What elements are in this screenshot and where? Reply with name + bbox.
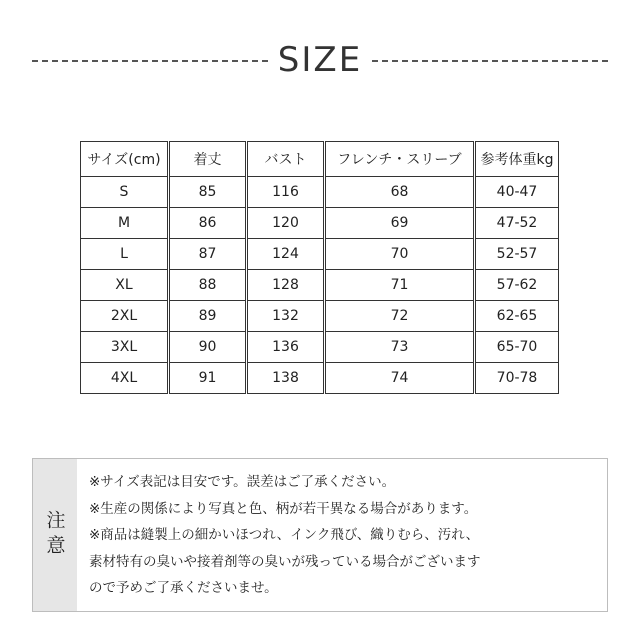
table-row [81, 363, 559, 394]
table-cell: 62-65 [475, 301, 559, 332]
table-cell: 116 [247, 177, 325, 208]
note-line: ※生産の関係により写真と色、柄が若干異なる場合があります。 [89, 500, 478, 517]
table-cell: 71 [325, 270, 475, 301]
column-header: バスト [247, 142, 325, 177]
table-header-row [81, 142, 559, 177]
table-cell: 86 [169, 208, 247, 239]
table-cell: 47-52 [475, 208, 559, 239]
table-cell: 85 [169, 177, 247, 208]
table-cell: 91 [169, 363, 247, 394]
notes-label: 注意 [43, 510, 66, 560]
table-cell: 72 [325, 301, 475, 332]
table-cell: 4XL [81, 363, 169, 394]
column-header: 参考体重kg [475, 142, 559, 177]
table-cell: L [81, 239, 169, 270]
table-cell: 89 [169, 301, 247, 332]
column-header: 着丈 [169, 142, 247, 177]
table-cell: 68 [325, 177, 475, 208]
note-line: ※商品は縫製上の細かいほつれ、インク飛び、織りむら、汚れ、 [89, 527, 480, 543]
note-line: ので予めご了承くださいませ。 [89, 580, 278, 596]
table-cell: 132 [247, 301, 325, 332]
table-cell: 128 [247, 270, 325, 301]
table-row [81, 177, 559, 208]
table-cell: 57-62 [475, 270, 559, 301]
table-cell: 74 [325, 363, 475, 394]
note-line: ※サイズ表記は目安です。誤差はご了承ください。 [89, 474, 396, 490]
table-cell: 120 [247, 208, 325, 239]
notes-box [32, 458, 608, 612]
table-cell: 73 [325, 332, 475, 363]
table-cell: M [81, 208, 169, 239]
table-cell: 70-78 [475, 363, 559, 394]
table-cell: 138 [247, 363, 325, 394]
table-cell: 124 [247, 239, 325, 270]
table-cell: 65-70 [475, 332, 559, 363]
table-row [81, 301, 559, 332]
table-cell: 88 [169, 270, 247, 301]
column-header: フレンチ・スリーブ [325, 142, 475, 177]
table-row [81, 332, 559, 363]
title-dash-right [372, 60, 608, 62]
table-cell: 90 [169, 332, 247, 363]
table-cell: 52-57 [475, 239, 559, 270]
page-title: SIZE [277, 40, 363, 80]
notes-label-cell [33, 459, 77, 611]
table-row [81, 208, 559, 239]
table-row [81, 270, 559, 301]
table-row [81, 239, 559, 270]
table-cell: 87 [169, 239, 247, 270]
table-body [81, 177, 559, 394]
notes-text [89, 469, 601, 602]
table-cell: 70 [325, 239, 475, 270]
table-cell: 3XL [81, 332, 169, 363]
note-line: 素材特有の臭いや接着剤等の臭いが残っている場合がございます [89, 553, 481, 570]
column-header: サイズ(cm) [81, 142, 169, 177]
table-cell: 69 [325, 208, 475, 239]
title-row [0, 38, 640, 82]
size-table [80, 141, 559, 394]
table-cell: 136 [247, 332, 325, 363]
table-cell: S [81, 177, 169, 208]
title-dash-left [32, 60, 268, 62]
table-cell: 40-47 [475, 177, 559, 208]
table-cell: 2XL [81, 301, 169, 332]
table-cell: XL [81, 270, 169, 301]
